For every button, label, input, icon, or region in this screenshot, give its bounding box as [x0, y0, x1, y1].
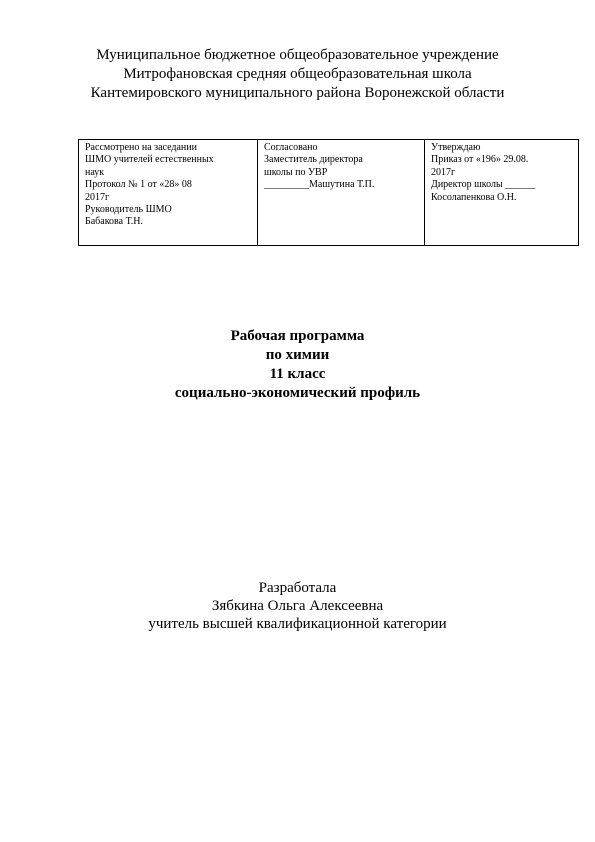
agreed-line: школы по УВР — [264, 166, 328, 178]
approved-line: Утверждаю — [431, 142, 481, 153]
approval-table — [78, 139, 579, 246]
author-qualification: учитель высшей квалификационной категории — [148, 616, 447, 632]
approved-line: Директор школы ______ — [431, 179, 536, 191]
approved-cell — [425, 140, 579, 246]
reviewed-line: Бабакова Т.Н. — [85, 216, 143, 228]
reviewed-line: Руководитель ШМО — [85, 204, 172, 216]
approved-line: 2017г — [431, 166, 456, 178]
title-line-program: Рабочая программа — [230, 328, 365, 344]
header-line-school-name: Митрофановская средняя общеобразовательная школа — [123, 66, 472, 82]
agreed-line: Заместитель директора — [264, 154, 363, 166]
school-header — [0, 46, 595, 103]
author-label: Разработала — [258, 580, 337, 596]
header-line-institution-type: Муниципальное бюджетное общеобразовательное учреждение — [96, 47, 499, 63]
approval-row — [79, 140, 579, 246]
reviewed-line: 2017г — [85, 191, 110, 203]
reviewed-cell — [79, 140, 258, 246]
agreed-cell — [258, 140, 425, 246]
approved-line: Приказ от «196» 29.08. — [431, 154, 529, 166]
agreed-line: Согласовано — [264, 142, 318, 153]
title-line-grade: 11 класс — [269, 366, 326, 382]
approved-line: Косолапенкова О.Н. — [431, 191, 517, 203]
agreed-line: _________Машутина Т.П. — [264, 179, 375, 191]
author-name: Зябкина Ольга Алексеевна — [211, 598, 384, 614]
reviewed-line: ШМО учителей естественных — [85, 154, 214, 166]
program-title — [0, 327, 595, 403]
author-block — [0, 579, 595, 633]
header-line-district: Кантемировского муниципального района Воронежской области — [90, 85, 505, 101]
reviewed-line: Рассмотрено на заседании — [85, 142, 197, 153]
title-line-subject: по химии — [265, 347, 330, 363]
reviewed-line: Протокол № 1 от «28» 08 — [85, 179, 192, 191]
reviewed-line: наук — [85, 166, 105, 178]
title-line-profile: социально-экономический профиль — [174, 385, 421, 401]
